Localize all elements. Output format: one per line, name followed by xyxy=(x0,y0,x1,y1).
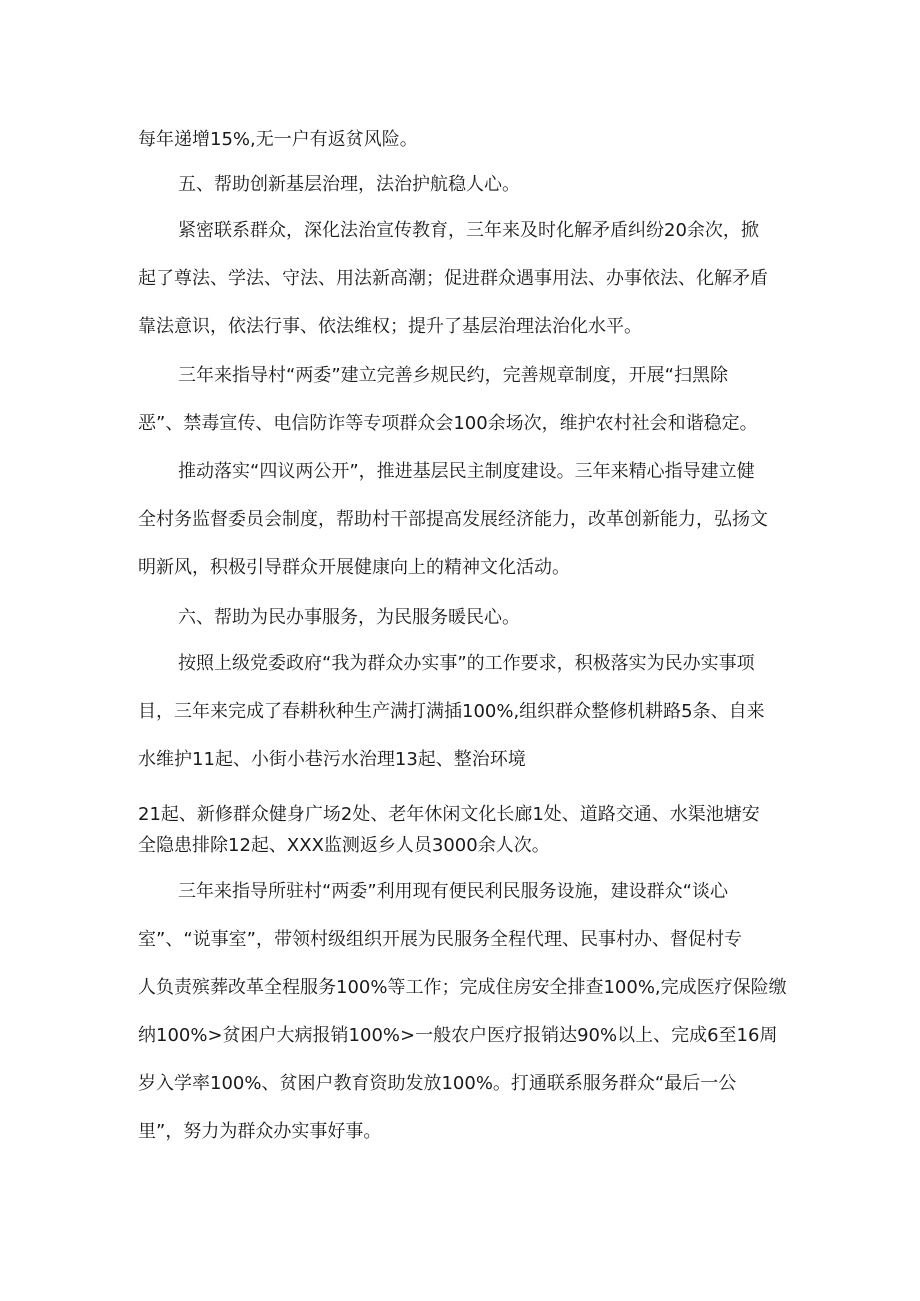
text-line: 按照上级党委政府“我为群众办实事”的工作要求，积极落实为民办实事项 xyxy=(178,653,755,674)
paragraph-infrastructure xyxy=(138,799,798,861)
section-heading-six xyxy=(138,594,838,642)
text-line: 水维护11起、小街小巷污水治理13起、整治环境 xyxy=(138,749,526,770)
text-line: 三年来指导所驻村“两委”利用现有便民利民服务设施，建设群众“谈心 xyxy=(178,881,728,902)
section-heading-five xyxy=(138,161,838,209)
text-line: 人负责殡葬改革全程服务100%等工作；完成住房安全排查100%,完成医疗保险缴 xyxy=(138,977,787,998)
text-line: 每年递增15%,无一户有返贫风险。 xyxy=(138,129,418,150)
text-line: 六、帮助为民办事服务，为民服务暖民心。 xyxy=(178,607,520,628)
text-line: 三年来指导村“两委”建立完善乡规民约，完善规章制度，开展“扫黑除 xyxy=(178,365,728,386)
paragraph-rule-of-law xyxy=(138,207,798,351)
text-line: 里”，努力为群众办实事好事。 xyxy=(138,1121,382,1142)
text-line: 靠法意识，依法行事、依法维权；提升了基层治理法治化水平。 xyxy=(138,316,642,337)
text-line: 五、帮助创新基层治理，法治护航稳人心。 xyxy=(178,174,520,195)
text-line: 起了尊法、学法、守法、用法新高潮；促进群众遇事用法、办事依法、化解矛盾 xyxy=(138,268,768,289)
text-line: 恶”、禁毒宣传、电信防诈等专项群众会100余场次，维护农村社会和谐稳定。 xyxy=(138,413,758,434)
text-line: 室”、“说事室”，带领村级组织开展为民服务全程代理、民事村办、督促村专 xyxy=(138,929,742,950)
paragraph-grassroots-democracy xyxy=(138,448,798,592)
paragraph-village-rules xyxy=(138,352,798,448)
text-line: 全村务监督委员会制度，帮助村干部提高发展经济能力，改革创新能力，弘扬文 xyxy=(138,509,768,530)
paragraph-practical-matters xyxy=(138,640,798,784)
text-line: 纳100%>贫困户大病报销100%>一般农户医疗报销达90%以上、完成6至16周 xyxy=(138,1025,778,1046)
text-line: 全隐患排除12起、XXX监测返乡人员3000余人次。 xyxy=(138,835,550,856)
text-line: 明新风，积极引导群众开展健康向上的精神文化活动。 xyxy=(138,557,570,578)
text-line: 岁入学率100%、贫困户教育资助发放100%。打通联系服务群众“最后一公 xyxy=(138,1073,737,1094)
text-line: 21起、新修群众健身广场2处、老年休闲文化长廊1处、道路交通、水渠池塘安 xyxy=(138,804,760,825)
text-line: 推动落实“四议两公开”，推进基层民主制度建设。三年来精心指导建立健 xyxy=(178,461,755,482)
paragraph-income-growth xyxy=(138,116,798,164)
paragraph-public-services xyxy=(138,868,798,1156)
text-line: 目，三年来完成了春耕秋种生产满打满插100%,组织群众整修机耕路5条、自来 xyxy=(138,701,765,722)
text-line: 紧密联系群众，深化法治宣传教育，三年来及时化解矛盾纠纷20余次，掀 xyxy=(178,220,759,241)
